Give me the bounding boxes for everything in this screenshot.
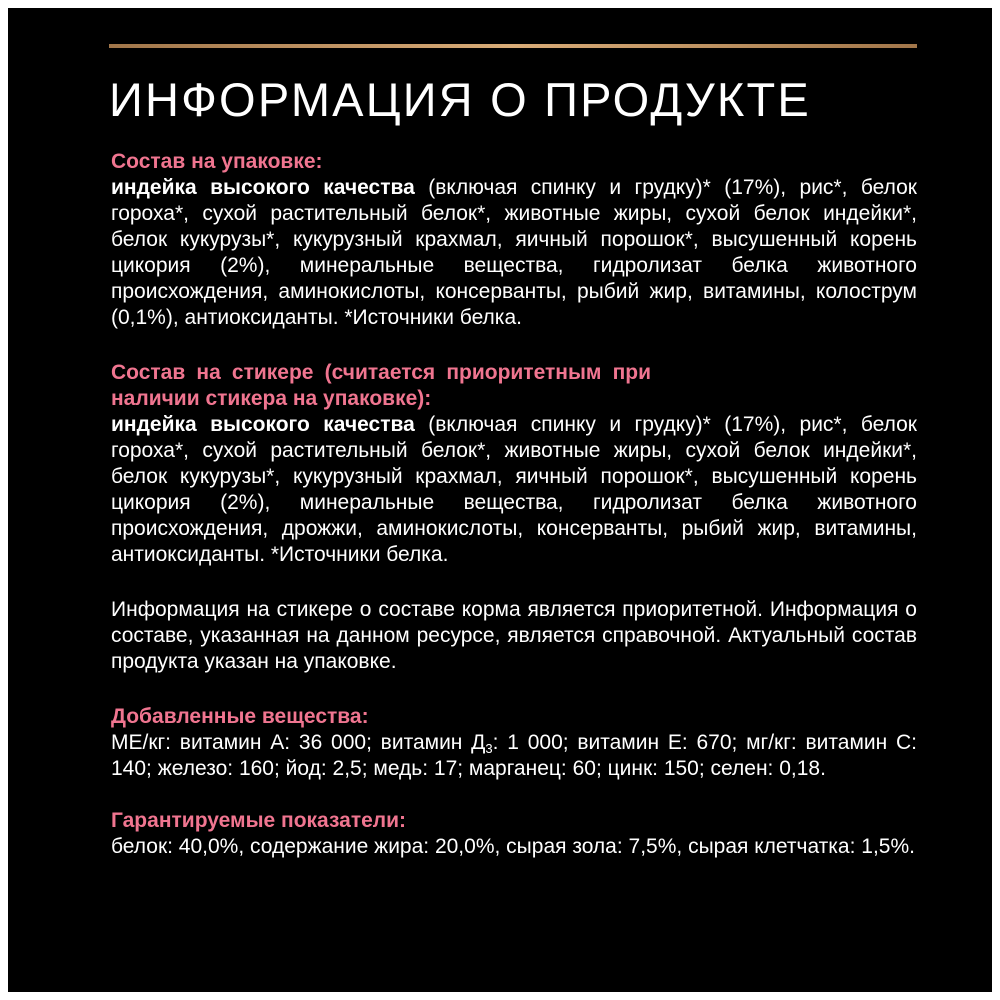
composition-package-lead: индейка высокого качества xyxy=(111,176,415,199)
product-info-panel xyxy=(8,8,992,992)
section-composition-package xyxy=(111,149,917,331)
additives-text-part1: МЕ/кг: витамин А: 36 000; витамин Д xyxy=(111,731,486,754)
guaranteed-heading: Гарантируемые показатели: xyxy=(111,809,407,832)
section-guaranteed xyxy=(111,808,917,860)
composition-package-text: (включая спинку и грудку)* (17%), рис*, белок гороха*, сухой растительный белок*, животные жиры, сухой белок индейки*, белок кукурузы*, кукурузный крахмал, яичный порошок*, высушенный корень цикория (2%), минеральные вещества, гидролизат белка животного происхождения, аминокислоты, консерванты, рыбий жир, витамины, колострум (0,1%), антиоксиданты. *Источники белка. xyxy=(111,176,917,329)
section-composition-sticker xyxy=(111,360,917,568)
composition-sticker-text: (включая спинку и грудку)* (17%), рис*, белок гороха*, сухой растительный белок*, животные жиры, сухой белок индейки*, белок кукурузы*, кукурузный крахмал, яичный порошок*, высушенный корень цикория (2%), минеральные вещества, гидролизат белка животного происхождения, дрожжи, аминокислоты, консерванты, рыбий жир, витамины, антиоксиданты. *Источники белка. xyxy=(111,413,917,566)
guaranteed-text: белок: 40,0%, содержание жира: 20,0%, сырая зола: 7,5%, сырая клетчатка: 1,5%. xyxy=(111,835,915,858)
page-title: ИНФОРМАЦИЯ О ПРОДУКТЕ xyxy=(109,73,811,126)
product-info-content xyxy=(111,149,917,860)
additives-text-part2: : 1 000; витамин Е: 670; мг/кг: витамин С: 140; железо: 160; йод: 2,5; медь: 17; марганец: 60; цинк: 150; селен: 0,18. xyxy=(111,731,917,780)
additives-subscript: 3 xyxy=(485,741,493,756)
notice-text: Информация на стикере о составе корма является приоритетной. Информация о составе, указанная на данном ресурсе, является справочной. Актуальный состав продукта указан на упаковке. xyxy=(111,598,917,673)
composition-sticker-lead: индейка высокого качества xyxy=(111,413,415,436)
gold-divider xyxy=(109,44,917,48)
section-additives xyxy=(111,704,917,782)
additives-heading: Добавленные вещества: xyxy=(111,705,369,728)
composition-package-heading: Состав на упаковке: xyxy=(111,150,323,173)
composition-sticker-heading: Состав на стикере (считается приоритетным при наличии стикера на упаковке): xyxy=(111,361,651,410)
